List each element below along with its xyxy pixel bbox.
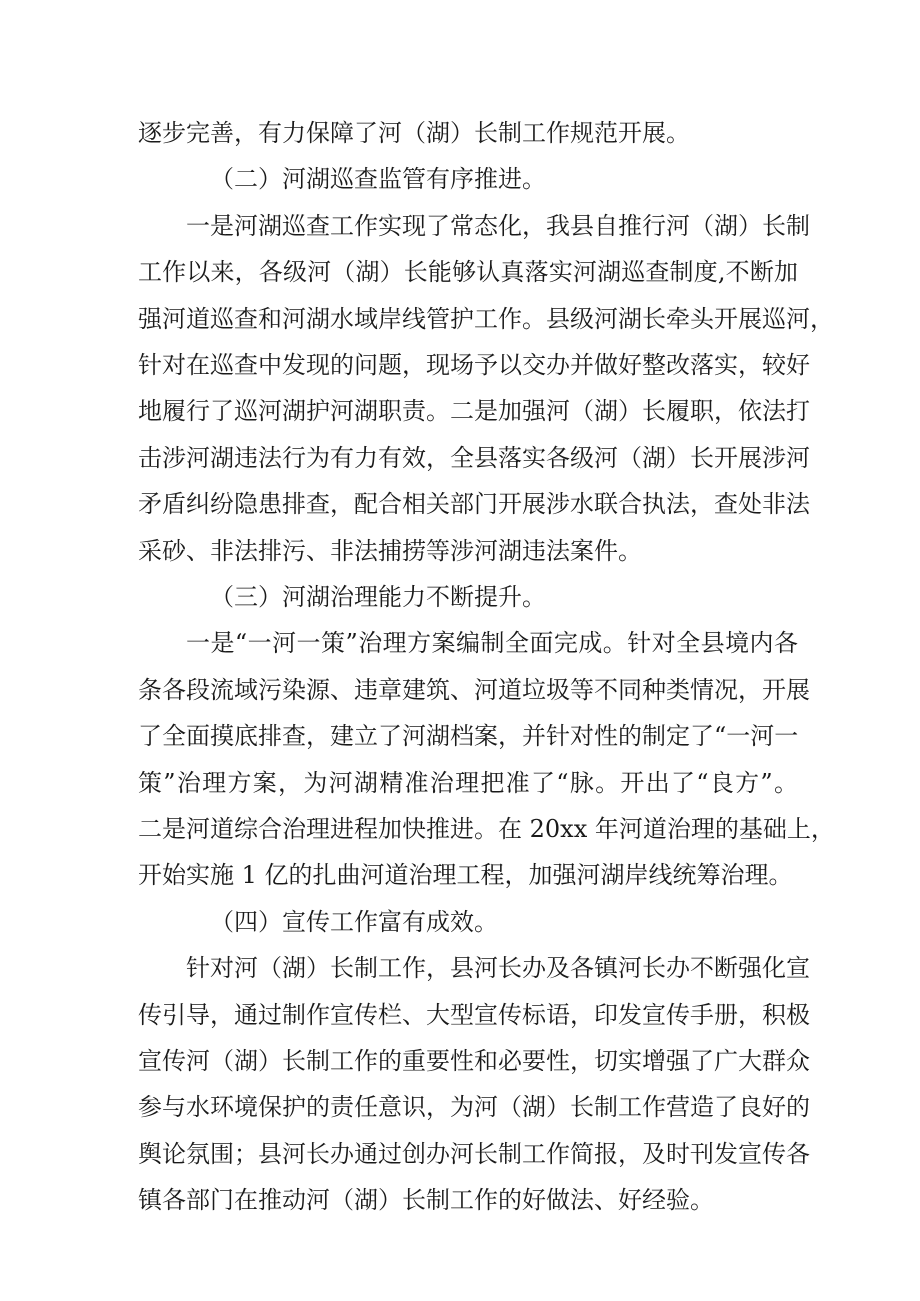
paragraph-line: 一是河湖巡查工作实现了常态化，我县自推行河（湖）长制 [186,212,810,240]
paragraph-line: 逐步完善，有力保障了河（湖）长制工作规范开展。 [138,119,690,147]
paragraph-line: 宣传河（湖）长制工作的重要性和必要性，切实增强了广大群众 [138,1047,810,1075]
paragraph-line: 针对在巡查中发现的问题，现场予以交办并做好整改落实，较好 [138,351,810,379]
paragraph-line: 开始实施 1 亿的扎曲河道治理工程，加强河湖岸线统筹治理。 [138,861,793,889]
section-heading-2: （二）河湖巡查监管有序推进。 [210,165,546,193]
paragraph-line: 矛盾纠纷隐患排查，配合相关部门开展涉水联合执法，查处非法 [138,490,810,518]
paragraph-line: 强河道巡查和河湖水域岸线管护工作。县级河湖长牵头开展巡河， [138,305,834,333]
paragraph-line: 地履行了巡河湖护河湖职责。二是加强河（湖）长履职，依法打 [138,397,810,425]
section-heading-3: （三）河湖治理能力不断提升。 [210,583,546,611]
paragraph-line: 参与水环境保护的责任意识，为河（湖）长制工作营造了良好的 [138,1093,810,1121]
section-heading-4: （四）宣传工作富有成效。 [210,908,498,936]
paragraph-line: 条各段流域污染源、违章建筑、河道垃圾等不同种类情况，开展 [138,676,810,704]
paragraph-line: 了全面摸底排查，建立了河湖档案，并针对性的制定了“一河一 [138,722,799,750]
paragraph-line: 工作以来，各级河（湖）长能够认真落实河湖巡查制度,不断加 [138,258,798,286]
paragraph-line: 传引导，通过制作宣传栏、大型宣传标语，印发宣传手册，积极 [138,1001,810,1029]
paragraph-line: 一是“一河一策”治理方案编制全面完成。针对全县境内各 [186,629,798,657]
paragraph-line: 击涉河湖违法行为有力有效，全县落实各级河（湖）长开展涉河 [138,444,810,472]
paragraph-line: 针对河（湖）长制工作，县河长办及各镇河长办不断强化宣 [186,954,810,982]
paragraph-line: 采砂、非法排污、非法捕捞等涉河湖违法案件。 [138,537,642,565]
paragraph-line: 二是河道综合治理进程加快推进。在 20xx 年河道治理的基础上， [138,815,835,843]
paragraph-line: 镇各部门在推动河（湖）长制工作的好做法、好经验。 [138,1186,714,1214]
paragraph-line: 策”治理方案，为河湖精准治理把准了“脉。开出了“良方”。 [138,769,798,797]
paragraph-line: 舆论氛围；县河长办通过创办河长制工作简报，及时刊发宣传各 [138,1140,810,1168]
